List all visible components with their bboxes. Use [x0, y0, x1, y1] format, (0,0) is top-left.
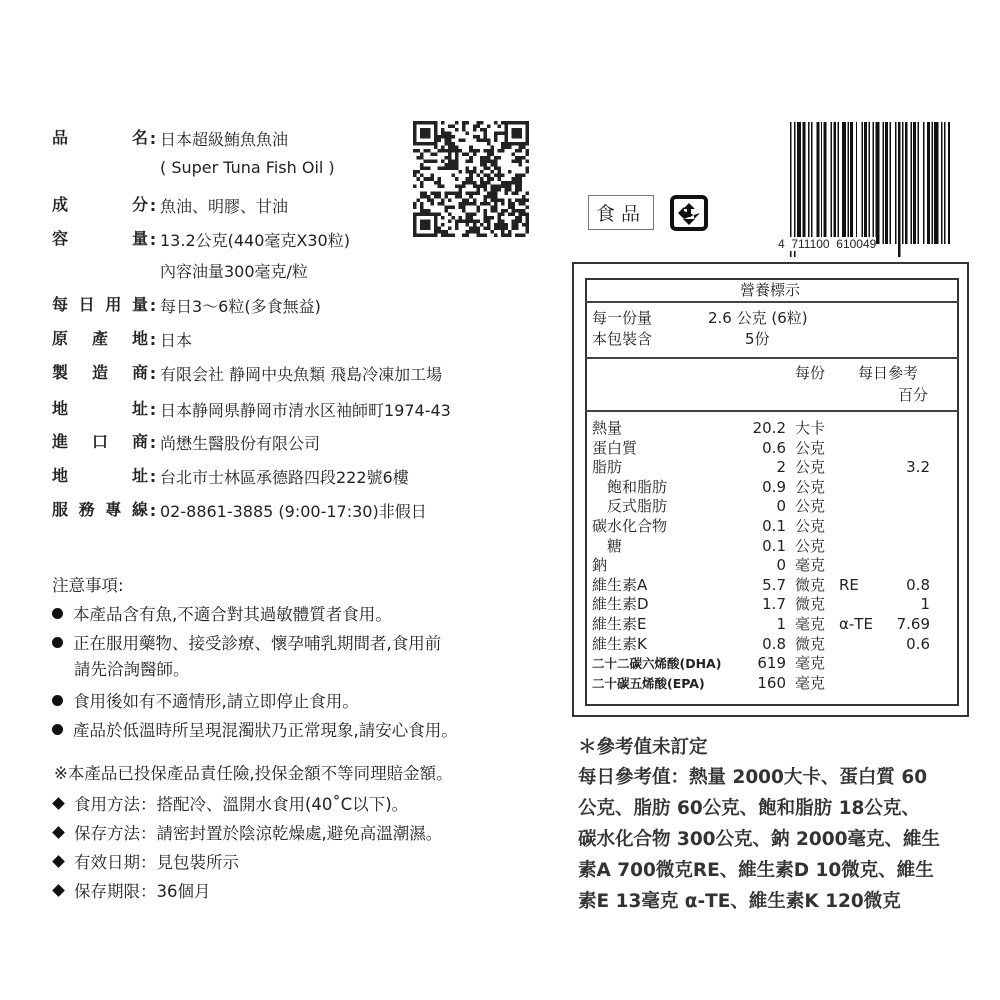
nutrient-name: 反式脂肪 — [592, 497, 668, 516]
nutrient-unit: 毫克 — [795, 556, 826, 575]
nutrient-value: 1 — [776, 615, 786, 633]
info-label: 地址 — [52, 466, 148, 485]
nutrition-row — [592, 458, 952, 478]
reference-line: 每日參考值：熱量 2000大卡、蛋白質 60 — [578, 767, 928, 788]
colon: : — [149, 432, 157, 452]
info-label: 進口商 — [52, 432, 148, 451]
reference-line: 公克、脂肪 60公克、飽和脂肪 18公克、 — [578, 798, 920, 819]
diamond-icon — [52, 855, 65, 868]
nutrient-name: 蛋白質 — [592, 438, 638, 457]
nutrient-name: 維生素D — [592, 595, 649, 614]
info-value: 日本 — [160, 330, 193, 350]
info-value: 魚油、明膠、甘油 — [160, 196, 289, 216]
info-value: 日本超級鮪魚魚油 — [160, 129, 289, 149]
nutrient-unit: 公克 — [795, 536, 826, 555]
nutrient-unit: 毫克 — [795, 654, 826, 673]
info-value: 有限会社 静岡中央魚類 飛島冷凍加工場 — [160, 364, 443, 384]
note-item — [52, 849, 239, 873]
note-text: 保存期限：36個月 — [74, 882, 211, 901]
note-bullet — [52, 717, 458, 741]
nutrient-name: 脂肪 — [592, 458, 623, 477]
note-text: 產品於低溫時所呈現混濁狀乃正常現象,請安心食用。 — [73, 721, 458, 740]
colon: : — [149, 399, 157, 419]
colon: : — [149, 195, 157, 215]
nutrient-name: 二十二碳六烯酸(DHA) — [592, 656, 722, 672]
nutrient-unit-extra: α-TE — [839, 615, 873, 633]
nutrient-unit: 公克 — [795, 517, 826, 535]
info-label: 製造商 — [52, 363, 148, 382]
colon: : — [149, 329, 157, 349]
nutrient-daily-percent: 1 — [920, 595, 930, 614]
divider — [585, 410, 959, 412]
nutrient-daily-percent: 0.6 — [906, 634, 930, 653]
nutrient-value: 2 — [776, 458, 786, 477]
nutrient-name: 鈉 — [592, 556, 608, 575]
nutrient-unit: 微克 — [795, 634, 826, 653]
info-row-7 — [52, 430, 320, 454]
nutrient-value: 160 — [757, 673, 786, 692]
insurance-note: ※本產品已投保產品責任險,投保金額不等同理賠金額。 — [54, 764, 453, 783]
qr-code[interactable] — [413, 120, 529, 238]
note-bullet — [52, 630, 441, 654]
note-text: 食用方法：搭配冷、溫開水食用(40˚C以下)。 — [74, 795, 409, 814]
nutrient-name: 二十碳五烯酸(EPA) — [592, 675, 705, 691]
nutrition-title: 營養標示 — [740, 281, 801, 299]
nutrient-name: 熱量 — [592, 419, 623, 437]
nutrition-row — [592, 478, 952, 498]
info-value: 日本静岡県静岡市清水区袖師町1974-43 — [160, 400, 451, 420]
nutrient-daily-percent: 7.69 — [896, 615, 930, 633]
info-label: 成分 — [52, 195, 148, 214]
info-row-4 — [52, 327, 192, 351]
col-daily-value: 每日參考 — [858, 364, 919, 382]
nutrient-unit: 微克 — [795, 595, 826, 614]
nutrient-unit: 微克 — [795, 575, 826, 594]
nutrient-value: 619 — [757, 654, 786, 673]
info-row-1 — [52, 193, 288, 217]
nutrient-unit: 公克 — [795, 438, 826, 457]
food-badge: 食品 — [588, 195, 654, 230]
servings-per-pack-label: 本包裝含 — [592, 330, 653, 348]
nutrition-row — [592, 595, 952, 615]
bullet-icon — [52, 608, 63, 619]
reference-line: 碳水化合物 300公克、鈉 2000毫克、維生 — [578, 829, 940, 850]
servings-per-pack-value: 5份 — [745, 330, 770, 348]
info-value: 尚懋生醫股份有限公司 — [160, 433, 321, 453]
nutrient-daily-percent: 3.2 — [906, 458, 930, 477]
info-label: 每日用量 — [52, 295, 148, 314]
divider — [585, 357, 959, 359]
note-text: 食用後如有不適情形,請立即停止食用。 — [73, 692, 359, 711]
nutrient-value: 0.1 — [762, 536, 786, 555]
nutrient-value: 20.2 — [752, 419, 786, 437]
diamond-icon — [52, 884, 65, 897]
nutrient-name: 飽和脂肪 — [592, 477, 668, 496]
colon: : — [149, 128, 157, 148]
nutrition-row — [592, 439, 952, 459]
colon: : — [149, 363, 157, 383]
info-row-9 — [52, 498, 427, 522]
notes-title: 注意事項: — [52, 576, 124, 595]
col-daily-value-2: 百分 — [898, 386, 929, 404]
nutrient-value: 0 — [776, 497, 786, 516]
colon: : — [149, 295, 157, 315]
reference-line: 素A 700微克RE、維生素D 10微克、維生 — [578, 860, 934, 881]
nutrient-unit: 公克 — [795, 477, 826, 496]
bullet-icon — [52, 695, 63, 706]
bullet-icon — [52, 637, 63, 648]
nutrient-unit: 大卡 — [795, 419, 826, 437]
info-value-continued: ( Super Tuna Fish Oil ) — [160, 158, 335, 177]
serving-size-label: 每一份量 — [592, 309, 653, 327]
reference-note: ＊參考值未訂定 — [578, 737, 708, 758]
nutrition-row — [592, 537, 952, 557]
nutrition-row — [592, 419, 952, 439]
nutrition-row — [592, 635, 952, 655]
info-row-6 — [52, 397, 451, 421]
colon: : — [149, 229, 157, 249]
nutrient-value: 1.7 — [762, 595, 786, 614]
note-item — [52, 791, 408, 815]
nutrition-row — [592, 615, 952, 635]
nutrient-name: 碳水化合物 — [592, 517, 668, 535]
info-label: 地址 — [52, 399, 148, 418]
note-bullet — [74, 656, 190, 680]
note-text: 有效日期：見包裝所示 — [74, 853, 239, 872]
nutrition-row — [592, 556, 952, 576]
note-bullet — [52, 601, 392, 625]
info-row-5 — [52, 361, 442, 385]
nutrient-value: 0.9 — [762, 477, 786, 496]
colon: : — [149, 466, 157, 486]
recycle-icon — [670, 195, 708, 231]
note-bullet — [52, 688, 359, 712]
nutrient-daily-percent: 0.8 — [906, 575, 930, 594]
note-item — [52, 878, 211, 902]
nutrient-unit: 公克 — [795, 458, 826, 477]
info-value: 02-8861-3885 (9:00-17:30)非假日 — [160, 501, 427, 521]
info-label: 容量 — [52, 229, 148, 248]
note-text: 正在服用藥物、接受診療、懷孕哺乳期間者,食用前 — [73, 634, 442, 653]
nutrient-value: 0.6 — [762, 438, 786, 457]
nutrition-row — [592, 654, 952, 674]
diamond-icon — [52, 826, 65, 839]
info-value-continued: 內容油量300毫克/粒 — [160, 262, 308, 281]
note-item — [52, 820, 442, 844]
info-label: 原產地 — [52, 329, 148, 348]
barcode-digits: 4 711100 610049 — [778, 237, 877, 251]
reference-line: 素E 13毫克 α-TE、維生素K 120微克 — [578, 891, 901, 912]
info-row-2 — [52, 227, 350, 251]
info-value: 13.2公克(440毫克X30粒) — [160, 230, 350, 250]
col-per-serving: 每份 — [795, 364, 826, 382]
nutrient-unit: 毫克 — [795, 615, 826, 633]
bullet-icon — [52, 724, 63, 735]
diamond-icon — [52, 797, 65, 810]
nutrient-unit-extra: RE — [839, 575, 859, 594]
info-label: 服務專線 — [52, 500, 148, 519]
nutrient-value: 0 — [776, 556, 786, 575]
note-text: 請先洽詢醫師。 — [74, 660, 190, 679]
serving-size-value: 2.6 公克 (6粒) — [708, 309, 808, 327]
nutrient-name: 維生素E — [592, 615, 647, 633]
nutrition-row — [592, 497, 952, 517]
info-label: 品名 — [52, 128, 148, 147]
nutrient-name: 糖 — [592, 536, 623, 555]
info-value: 台北市士林區承德路四段222號6樓 — [160, 467, 409, 487]
nutrient-name: 維生素K — [592, 634, 647, 653]
nutrient-unit: 毫克 — [795, 673, 826, 692]
info-row-0 — [52, 126, 288, 150]
note-text: 保存方法：請密封置於陰涼乾燥處,避免高溫潮濕。 — [74, 824, 443, 843]
nutrient-value: 0.8 — [762, 634, 786, 653]
nutrient-name: 維生素A — [592, 575, 648, 594]
nutrient-unit: 公克 — [795, 497, 826, 516]
note-text: 本產品含有魚,不適合對其過敏體質者食用。 — [73, 605, 392, 624]
nutrient-value: 0.1 — [762, 517, 786, 535]
info-row-8 — [52, 464, 409, 488]
nutrient-value: 5.7 — [762, 575, 786, 594]
info-value: 每日3～6粒(多食無益) — [160, 296, 321, 316]
colon: : — [149, 500, 157, 520]
nutrition-row — [592, 576, 952, 596]
nutrition-row — [592, 517, 952, 537]
nutrition-row — [592, 674, 952, 694]
divider — [585, 301, 959, 303]
info-row-3 — [52, 293, 321, 317]
